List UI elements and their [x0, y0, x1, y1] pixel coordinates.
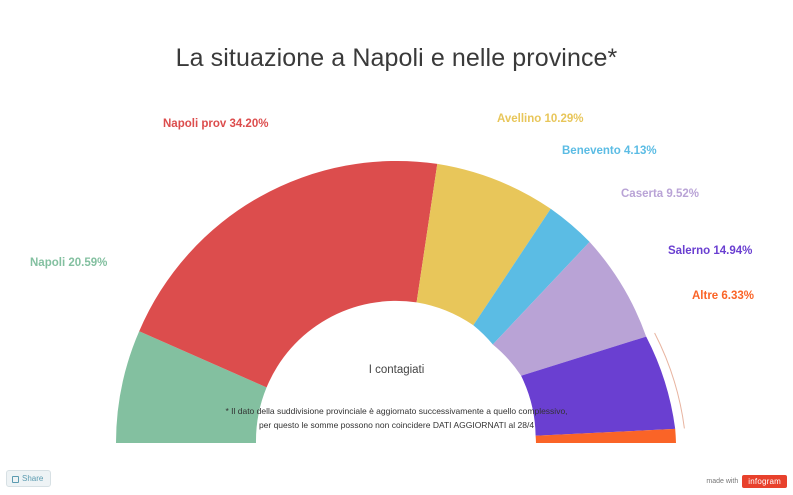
center-label: I contagiati — [368, 364, 425, 376]
chart-title: La situazione a Napoli e nelle province* — [175, 44, 618, 72]
share-icon — [12, 475, 19, 482]
brand-credit[interactable] — [706, 475, 787, 488]
footnote-line-1: * Il dato della suddivisione provinciale è aggiornato successivamente a quello complessivo, — [225, 406, 568, 416]
label-napoli: Napoli 20.59% — [30, 257, 108, 269]
label-napoli-prov: Napoli prov 34.20% — [163, 118, 269, 130]
share-button[interactable] — [6, 470, 51, 487]
made-with-label: made with — [706, 478, 739, 485]
donut-slices — [116, 161, 676, 443]
footnote-line-2: per questo le somme possono non coincidere DATI AGGIORNATI al 28/4 — [258, 420, 535, 430]
infogram-logo[interactable]: infogram — [742, 475, 787, 488]
label-caserta: Caserta 9.52% — [621, 188, 699, 200]
label-avellino: Avellino 10.29% — [497, 113, 584, 125]
label-benevento: Benevento 4.13% — [562, 145, 657, 157]
label-salerno: Salerno 14.94% — [668, 245, 753, 257]
label-altre: Altre 6.33% — [692, 290, 755, 302]
share-label: Share — [22, 474, 44, 483]
